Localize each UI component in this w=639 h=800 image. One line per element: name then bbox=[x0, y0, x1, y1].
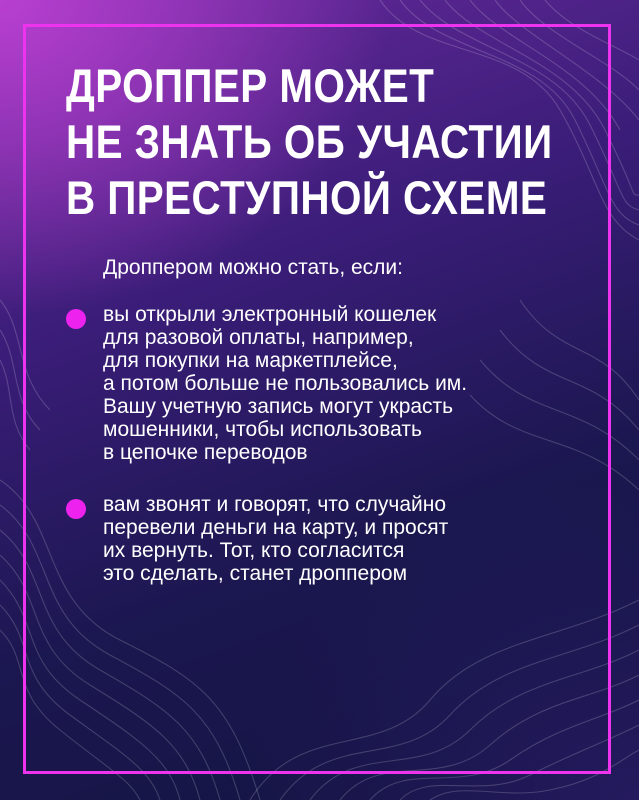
item-line: в цепочке переводов bbox=[103, 441, 308, 464]
title-line: ДРОППЕР МОЖЕТ bbox=[66, 59, 435, 112]
item-line: вы открыли электронный кошелек bbox=[103, 303, 437, 326]
bullet-dot-icon bbox=[66, 309, 86, 329]
item-line: а потом больше не пользовались им. bbox=[103, 372, 468, 395]
item-line: вам звонят и говорят, что случайно bbox=[103, 493, 447, 516]
item-line: Вашу учетную запись могут украсть bbox=[103, 395, 454, 418]
intro-text: Дроппером можно стать, если: bbox=[103, 256, 403, 279]
list-item bbox=[103, 303, 573, 464]
title-line: В ПРЕСТУПНОЙ СХЕМЕ bbox=[66, 171, 548, 224]
page-title bbox=[66, 58, 553, 226]
list-item bbox=[103, 493, 573, 585]
bullet-dot-icon bbox=[66, 499, 86, 519]
item-line: для покупки на маркетплейсе, bbox=[103, 349, 398, 372]
item-line: это сделать, станет дроппером bbox=[103, 562, 408, 585]
title-line: НЕ ЗНАТЬ ОБ УЧАСТИИ bbox=[66, 115, 553, 168]
item-line: перевели деньги на карту, и просят bbox=[103, 516, 449, 539]
item-line: мошенники, чтобы использовать bbox=[103, 418, 422, 441]
item-line: для разовой оплаты, например, bbox=[103, 326, 414, 349]
item-line: их вернуть. Тот, кто согласится bbox=[103, 539, 405, 562]
